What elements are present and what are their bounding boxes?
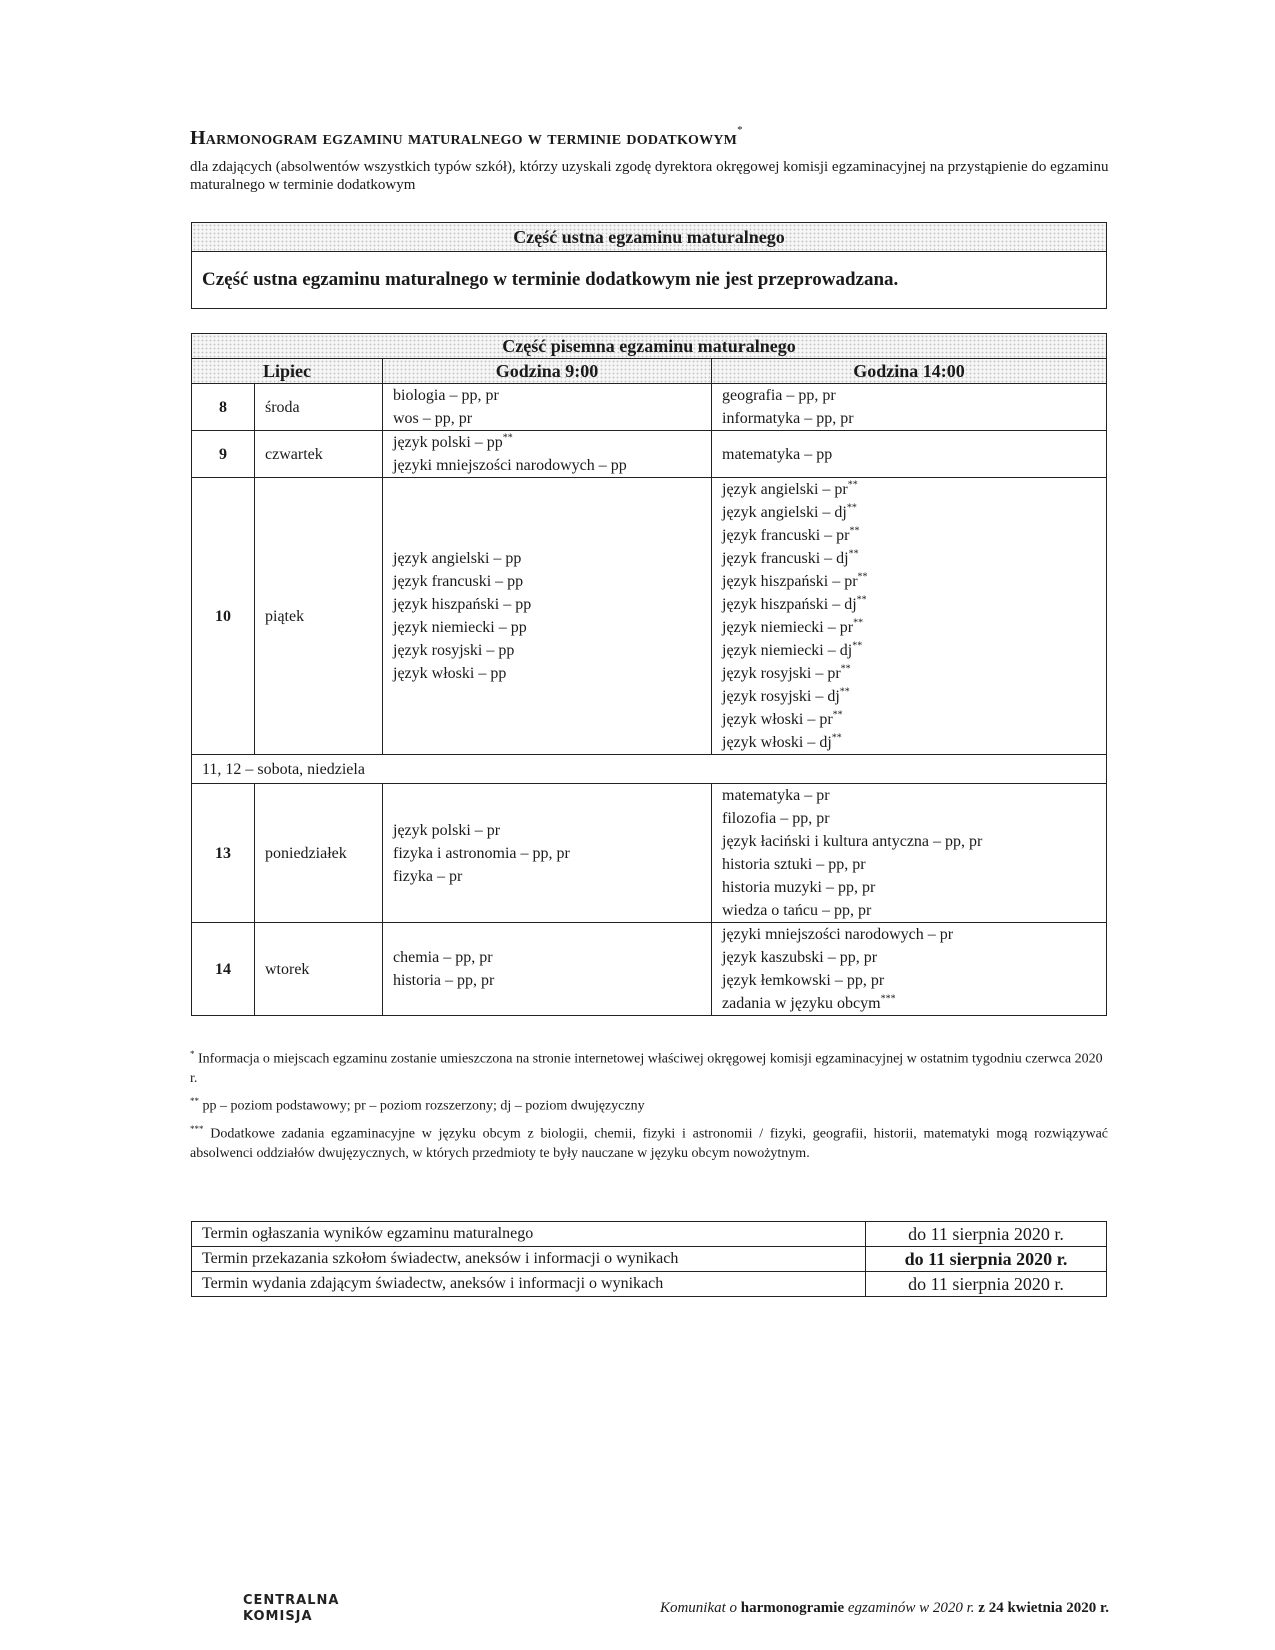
exam-subject — [722, 384, 1106, 407]
exam-subject — [393, 865, 711, 888]
day-number: 9 — [192, 431, 255, 478]
exam-subject — [393, 662, 711, 685]
afternoon-exams — [712, 784, 1107, 923]
footnote-1-mark: * — [190, 1049, 195, 1059]
exam-day-row — [192, 431, 1107, 478]
results-date: do 11 sierpnia 2020 r. — [866, 1222, 1107, 1247]
exam-subject — [393, 969, 711, 992]
exam-day-row — [192, 923, 1107, 1016]
exam-subject-text: język angielski – dj — [722, 504, 847, 521]
exam-footnote-mark: ** — [847, 479, 858, 491]
exam-footnote-mark: ** — [857, 571, 868, 583]
exam-subject-text: język hiszpański – dj — [722, 596, 857, 613]
exam-subject — [722, 784, 1106, 807]
exam-subject — [722, 639, 1106, 662]
exam-subject — [393, 946, 711, 969]
exam-subject-text: biologia – pp, pr — [393, 387, 499, 404]
exam-footnote-mark: ** — [848, 548, 859, 560]
document-title-text: Harmonogram egzaminu maturalnego w terminie dodatkowym — [190, 127, 738, 149]
exam-subject — [393, 616, 711, 639]
exam-subject — [722, 570, 1106, 593]
exam-subject-text: matematyka – pr — [722, 787, 830, 804]
exam-day-row — [192, 784, 1107, 923]
logo-line-2: KOMISJA — [243, 1609, 313, 1624]
exam-subject — [393, 570, 711, 593]
exam-subject-text: zadania w języku obcym — [722, 995, 881, 1012]
exam-subject-text: język rosyjski – dj — [722, 688, 840, 705]
exam-footnote-mark: ** — [831, 732, 842, 744]
results-date: do 11 sierpnia 2020 r. — [866, 1247, 1107, 1272]
exam-subject-text: język angielski – pp — [393, 550, 522, 567]
footnote-1 — [190, 1045, 1108, 1088]
exam-footnote-mark: ** — [853, 617, 864, 629]
exam-subject-text: języki mniejszości narodowych – pr — [722, 926, 954, 943]
exam-subject — [722, 708, 1106, 731]
exam-subject — [722, 853, 1106, 876]
exam-subject-text: język francuski – dj — [722, 550, 849, 567]
exam-subject-text: język niemiecki – pr — [722, 619, 854, 636]
footer-note-bold-1: harmonogramie — [740, 1600, 845, 1616]
exam-subject — [722, 616, 1106, 639]
exam-subject-text: język włoski – pr — [722, 711, 833, 728]
exam-subject — [393, 842, 711, 865]
footer-note-mid: egzaminów w 2020 r. — [844, 1600, 979, 1616]
exam-subject — [393, 454, 711, 477]
exam-subject — [393, 547, 711, 570]
exam-subject — [722, 876, 1106, 899]
exam-subject — [722, 923, 1106, 946]
written-exam-table — [191, 333, 1107, 1016]
footer-note-bold-2: z 24 kwietnia 2020 r. — [978, 1600, 1109, 1616]
exam-subject-text: fizyka – pr — [393, 867, 463, 885]
weekend-row — [192, 755, 1107, 784]
footnote-1-text: Informacja o miejscach egzaminu zostanie umieszczona na stronie internetowej właściwej okręgowej komisji egzaminacyjnej w ostatnim tygodniu czerwca 2020 r. — [190, 1051, 1103, 1086]
day-number: 10 — [192, 478, 255, 755]
exam-footnote-mark: *** — [880, 993, 896, 1005]
weekday: wtorek — [255, 923, 383, 1016]
exam-footnote-mark: ** — [846, 502, 857, 514]
exam-subject — [722, 830, 1106, 853]
afternoon-exams — [712, 431, 1107, 478]
exam-subject — [722, 731, 1106, 754]
exam-footnote-mark: ** — [840, 663, 851, 675]
results-label: Termin przekazania szkołom świadectw, aneksów i informacji o wynikach — [192, 1247, 866, 1272]
exam-subject-text: język angielski – pr — [722, 481, 848, 498]
exam-footnote-mark: ** — [839, 686, 850, 698]
afternoon-exams — [712, 478, 1107, 755]
exam-footnote-mark: ** — [852, 640, 863, 652]
weekend-note: 11, 12 – sobota, niedziela — [192, 755, 1107, 784]
exam-subject — [722, 443, 1106, 466]
exam-subject-text: historia sztuki – pp, pr — [722, 856, 866, 873]
morning-exams — [383, 923, 712, 1016]
day-number: 8 — [192, 384, 255, 431]
exam-subject-text: język łaciński i kultura antyczna – pp, pr — [722, 833, 983, 850]
exam-subject — [722, 407, 1106, 430]
cke-logo — [243, 1593, 339, 1625]
exam-subject-text: język niemiecki – dj — [722, 642, 853, 659]
exam-subject — [393, 819, 711, 842]
footnote-2-text: pp – poziom podstawowy; pr – poziom rozszerzony; dj – poziom dwujęzyczny — [202, 1098, 645, 1114]
exam-subject — [393, 407, 711, 430]
exam-subject-text: język francuski – pr — [722, 527, 850, 544]
morning-exams — [383, 478, 712, 755]
exam-subject-text: matematyka – pp — [722, 445, 833, 463]
exam-subject — [393, 431, 711, 454]
exam-subject-text: geografia – pp, pr — [722, 387, 836, 404]
exam-subject — [722, 501, 1106, 524]
footnote-3 — [190, 1120, 1108, 1163]
results-row — [192, 1222, 1107, 1247]
results-dates-table — [191, 1221, 1107, 1297]
results-date: do 11 sierpnia 2020 r. — [866, 1272, 1107, 1297]
exam-subject — [722, 807, 1106, 830]
footnote-2 — [190, 1092, 1108, 1116]
exam-subject-text: wiedza o tańcu – pp, pr — [722, 902, 872, 919]
exam-subject-text: informatyka – pp, pr — [722, 410, 854, 427]
exam-subject-text: język włoski – dj — [722, 734, 832, 751]
exam-subject-text: język francuski – pp — [393, 573, 524, 590]
exam-subject-text: język rosyjski – pp — [393, 642, 515, 659]
weekday: czwartek — [255, 431, 383, 478]
column-morning: Godzina 9:00 — [383, 359, 712, 384]
exam-subject — [393, 593, 711, 616]
footer-note — [660, 1600, 1109, 1617]
exam-subject-text: chemia – pp, pr — [393, 949, 493, 966]
document-title — [190, 124, 743, 150]
exam-subject-text: języki mniejszości narodowych – pp — [393, 457, 627, 474]
afternoon-exams — [712, 923, 1107, 1016]
oral-exam-header: Część ustna egzaminu maturalnego — [192, 223, 1107, 252]
results-label: Termin wydania zdającym świadectw, aneksów i informacji o wynikach — [192, 1272, 866, 1297]
exam-subject — [722, 992, 1106, 1015]
exam-subject-text: filozofia – pp, pr — [722, 810, 830, 827]
footer-note-prefix: Komunikat o — [659, 1600, 741, 1616]
exam-subject — [722, 524, 1106, 547]
footnote-3-mark: *** — [190, 1124, 204, 1134]
exam-footnote-mark: ** — [856, 594, 867, 606]
morning-exams — [383, 431, 712, 478]
title-footnote-mark: * — [737, 124, 743, 136]
column-afternoon: Godzina 14:00 — [712, 359, 1107, 384]
exam-subject-text: język łemkowski – pp, pr — [722, 972, 885, 989]
day-number: 14 — [192, 923, 255, 1016]
written-exam-header: Część pisemna egzaminu maturalnego — [192, 334, 1107, 359]
logo-line-1: CENTRALNA — [243, 1593, 340, 1608]
exam-subject-text: język hiszpański – pr — [722, 573, 858, 590]
oral-exam-note: Część ustna egzaminu maturalnego w terminie dodatkowym nie jest przeprowadzana. — [192, 252, 1107, 309]
weekday: piątek — [255, 478, 383, 755]
exam-footnote-mark: ** — [849, 525, 860, 537]
exam-subject-text: wos – pp, pr — [393, 410, 473, 427]
morning-exams — [383, 384, 712, 431]
exam-subject — [722, 593, 1106, 616]
exam-subject — [722, 969, 1106, 992]
exam-subject-text: fizyka i astronomia – pp, pr — [393, 844, 570, 862]
exam-subject-text: język polski – pp — [393, 434, 503, 451]
weekday: środa — [255, 384, 383, 431]
afternoon-exams — [712, 384, 1107, 431]
exam-footnote-mark: ** — [832, 709, 843, 721]
weekday: poniedziałek — [255, 784, 383, 923]
column-month: Lipiec — [192, 359, 383, 384]
exam-subject — [722, 685, 1106, 708]
results-row — [192, 1247, 1107, 1272]
morning-exams — [383, 784, 712, 923]
exam-subject — [722, 946, 1106, 969]
exam-subject — [722, 478, 1106, 501]
exam-day-row — [192, 478, 1107, 755]
written-exam-rows — [192, 384, 1107, 1016]
exam-subject-text: język kaszubski – pp, pr — [722, 949, 878, 966]
footnote-2-mark: ** — [190, 1096, 199, 1106]
exam-subject-text: historia – pp, pr — [393, 972, 495, 989]
exam-subject — [393, 384, 711, 407]
exam-subject — [722, 899, 1106, 922]
exam-subject-text: język niemiecki – pp — [393, 619, 527, 636]
exam-subject-text: historia muzyki – pp, pr — [722, 879, 876, 896]
results-label: Termin ogłaszania wyników egzaminu maturalnego — [192, 1222, 866, 1247]
oral-exam-table — [191, 222, 1107, 309]
exam-subject-text: język rosyjski – pr — [722, 665, 841, 682]
document-subtitle: dla zdających (absolwentów wszystkich typów szkół), którzy uzyskali zgodę dyrektora okręgowej komisji egzaminacyjnej na przystąpienie do egzaminu maturalnego w terminie dodatkowym — [190, 159, 1109, 193]
day-number: 13 — [192, 784, 255, 923]
footnote-3-text: Dodatkowe zadania egzaminacyjne w języku obcym z biologii, chemii, fizyki i astronomii / fizyki, geografii, historii, matematyki mogą rozwiązywać absolwenci oddziałów dwujęzycznych, w których przedmioty te były nauczane w języku obcym nowożytnym. — [190, 1126, 1109, 1161]
exam-subject — [722, 662, 1106, 685]
exam-subject — [393, 639, 711, 662]
exam-subject-text: język polski – pr — [393, 821, 501, 839]
exam-subject-text: język włoski – pp — [393, 665, 507, 682]
exam-subject — [722, 547, 1106, 570]
results-row — [192, 1272, 1107, 1297]
exam-footnote-mark: ** — [502, 432, 513, 444]
exam-subject-text: język hiszpański – pp — [393, 596, 532, 613]
exam-day-row — [192, 384, 1107, 431]
